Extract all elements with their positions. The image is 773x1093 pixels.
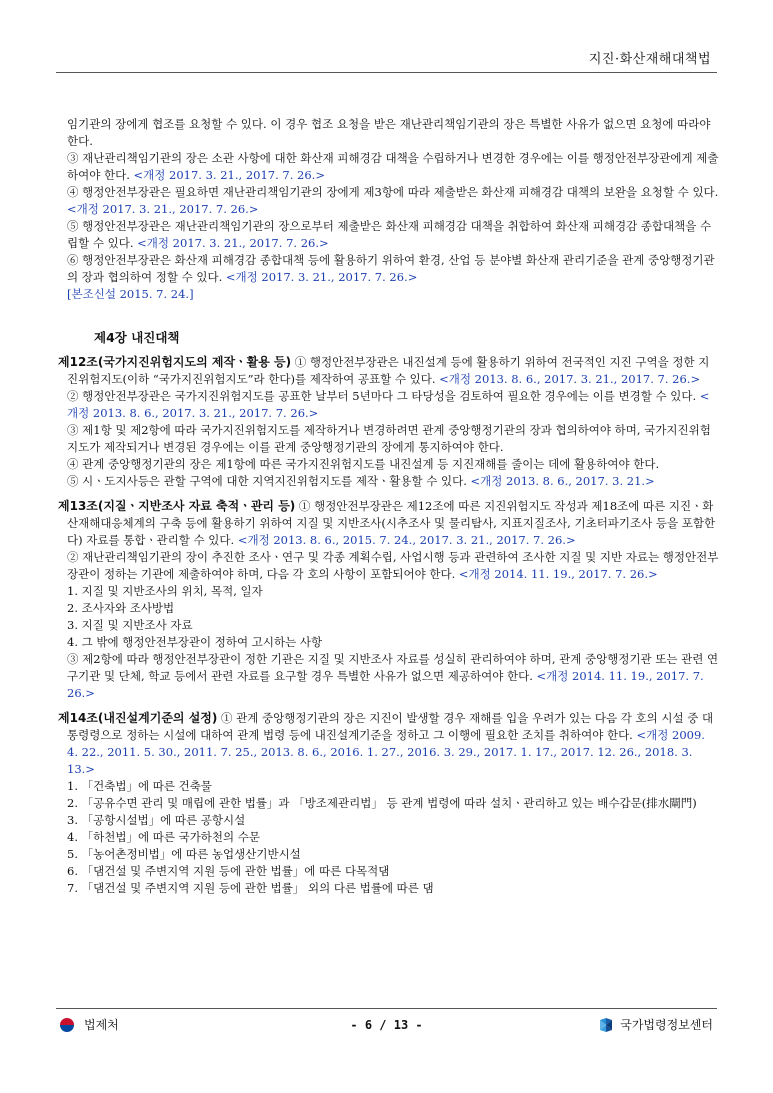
amendment-note: <개정 2013. 8. 6., 2015. 7. 24., 2017. 3. 21., 2017. 7. 26.> bbox=[237, 533, 576, 547]
clause-text: ⑥ 행정안전부장관은 화산재 피해경감 종합대책 등에 활용하기 위하여 환경, 산업 등 분야별 화산재 관리기준을 관계 중앙행정기관의 장과 협의하여 정할 수 있다. bbox=[67, 253, 715, 284]
clause-text: 3. 「공항시설법」에 따른 공항시설 bbox=[67, 813, 246, 827]
clause-text: 임기관의 장에게 협조를 요청할 수 있다. 이 경우 협조 요청을 받은 재난관리책임기관의 장은 특별한 사유가 없으면 요청에 따라야 한다. bbox=[67, 117, 711, 148]
paragraph bbox=[58, 286, 719, 303]
article bbox=[58, 710, 719, 778]
amendment-note: <개정 2009. 4. 22., 2011. 5. 30., 2011. 7. 25., 2013. 8. 6., 2016. 1. 27., 2016. 3. 29., 2017. 1. 17., 2017. 12. 26., 2018. 3. 13.> bbox=[67, 728, 705, 776]
footer-divider bbox=[56, 1008, 717, 1009]
paragraph bbox=[58, 651, 719, 702]
amendment-note: [본조신설 2015. 7. 24.] bbox=[67, 287, 194, 301]
article-title: 제13조(지질ㆍ지반조사 자료 축적ㆍ관리 등) bbox=[58, 499, 296, 513]
clause-text: 2. 「공유수면 관리 및 매립에 관한 법률」과 「방조제관리법」 등 관계 법령에 따라 설치ㆍ관리하고 있는 배수갑문(排水閘門) bbox=[67, 796, 697, 810]
clause-text: 1. 「건축법」에 따른 건축물 bbox=[67, 779, 212, 793]
amendment-note: <개정 2017. 3. 21., 2017. 7. 26.> bbox=[67, 202, 259, 216]
amendment-note: <개정 2017. 3. 21., 2017. 7. 26.> bbox=[137, 236, 329, 250]
clause-text: 4. 그 밖에 행정안전부장관이 정하여 고시하는 사항 bbox=[67, 635, 323, 649]
clause-text: 2. 조사자와 조사방법 bbox=[67, 601, 175, 615]
paragraph bbox=[58, 456, 719, 473]
amendment-note: <개정 2013. 8. 6., 2017. 3. 21., 2017. 7. 26.> bbox=[439, 372, 701, 386]
clause-text: ③ 재난관리책임기관의 장은 소관 사항에 대한 화산재 피해경감 대책을 수립하거나 변경한 경우에는 이를 행정안전부장관에게 제출하여야 한다. bbox=[67, 151, 719, 182]
list-item bbox=[58, 812, 719, 829]
article bbox=[58, 498, 719, 549]
paragraph bbox=[58, 473, 719, 490]
paragraph bbox=[58, 218, 719, 252]
paragraph bbox=[58, 252, 719, 286]
list-item bbox=[58, 778, 719, 795]
list-item bbox=[58, 880, 719, 897]
list-item bbox=[58, 583, 719, 600]
paragraph bbox=[58, 116, 719, 150]
header-divider bbox=[56, 72, 717, 73]
law-title: 지진·화산재해대책법 bbox=[588, 52, 711, 67]
amendment-note: <개정 2013. 8. 6., 2017. 3. 21., 2017. 7. 26.> bbox=[67, 389, 710, 420]
list-item bbox=[58, 634, 719, 651]
law-body bbox=[58, 116, 719, 897]
amendment-note: <개정 2017. 3. 21., 2017. 7. 26.> bbox=[133, 168, 325, 182]
clause-text: 4. 「하천법」에 따른 국가하천의 수문 bbox=[67, 830, 261, 844]
clause-text: ⑤ 시ㆍ도지사등은 관할 구역에 대한 지역지진위험지도를 제작ㆍ활용할 수 있다. bbox=[67, 474, 471, 488]
clause-text: ③ 제1항 및 제2항에 따라 국가지진위험지도를 제작하거나 변경하려면 관계 중앙행정기관의 장과 협의하여야 하며, 국가지진위험지도가 제작되거나 변경된 경우에는 이를 관계 중앙행정기관의 장에게 통지하여야 한다. bbox=[67, 423, 711, 454]
article-title: 제12조(국가지진위험지도의 제작ㆍ활용 등) bbox=[58, 355, 292, 369]
article-title: 제14조(내진설계기준의 설정) bbox=[58, 711, 218, 725]
list-item bbox=[58, 795, 719, 812]
list-item bbox=[58, 846, 719, 863]
clause-text: ⑤ 행정안전부장관은 재난관리책임기관의 장으로부터 제출받은 화산재 피해경감 대책을 취합하여 화산재 피해경감 종합대책을 수립할 수 있다. bbox=[67, 219, 712, 250]
paragraph bbox=[58, 388, 719, 422]
clause-text: ① 관계 중앙행정기관의 장은 지진이 발생할 경우 재해를 입을 우려가 있는 다음 각 호의 시설 중 대통령령으로 정하는 시설에 대하여 관계 법령 등에 내진설계기준을 정하고 그 이행에 필요한 조치를 취하여야 한다. bbox=[67, 711, 714, 742]
clause-text: ① 행정안전부장관은 제12조에 따른 지진위험지도 작성과 제18조에 따른 지진ㆍ화산재해대응체계의 구축 등에 활용하기 위하여 지질 및 지반조사(시추조사 및 물리탐사, 지표지질조사, 기초터파기조사 등을 포함한다) 자료를 통합ㆍ관리할 수 있다. bbox=[67, 499, 716, 547]
amendment-note: <개정 2013. 8. 6., 2017. 3. 21.> bbox=[470, 474, 655, 488]
list-item bbox=[58, 863, 719, 880]
clause-text: ④ 행정안전부장관은 필요하면 재난관리책임기관의 장에게 제3항에 따라 제출받은 화산재 피해경감 대책의 보완을 요청할 수 있다. bbox=[67, 185, 719, 199]
paragraph bbox=[58, 549, 719, 583]
clause-text: ① 행정안전부장관은 내진설계 등에 활용하기 위하여 전국적인 지진 구역을 정한 지진위험지도(이하 “국가지진위험지도”라 한다)를 제작하여 공표할 수 있다. bbox=[67, 355, 710, 386]
footer-right bbox=[598, 1016, 713, 1033]
paragraph bbox=[58, 422, 719, 456]
list-item bbox=[58, 617, 719, 634]
clause-text: ② 재난관리책임기관의 장이 추진한 조사ㆍ연구 및 각종 계획수립, 사업시행 등과 관련하여 조사한 지질 및 지반 자료는 행정안전부장관이 정하는 기관에 제출하여야 하며, 다음 각 호의 사항이 포함되어야 한다. bbox=[67, 550, 719, 581]
ministry-label: 법제처 bbox=[84, 1018, 119, 1032]
page-footer bbox=[60, 1016, 713, 1038]
list-item bbox=[58, 829, 719, 846]
clause-text: ③ 제2항에 따라 행정안전부장관이 정한 기관은 지질 및 지반조사 자료를 성실히 관리하여야 하며, 관계 중앙행정기관 또는 관련 연구기관 및 단체, 학교 등에서 관련 자료를 요구할 경우 특별한 사유가 없으면 제공하여야 한다. bbox=[67, 652, 719, 683]
clause-text: ② 행정안전부장관은 국가지진위험지도를 공표한 날부터 5년마다 그 타당성을 검토하여 필요한 경우에는 이를 변경할 수 있다. bbox=[67, 389, 700, 403]
clause-text: 5. 「농어촌정비법」에 따른 농업생산기반시설 bbox=[67, 847, 301, 861]
paragraph bbox=[58, 184, 719, 218]
article bbox=[58, 354, 719, 388]
clause-text: 3. 지질 및 지반조사 자료 bbox=[67, 618, 193, 632]
clause-text: 6. 「댐건설 및 주변지역 지원 등에 관한 법률」에 따른 다목적댐 bbox=[67, 864, 390, 878]
paragraph bbox=[58, 150, 719, 184]
page-number: - 6 / 13 - bbox=[350, 1018, 423, 1032]
list-item bbox=[58, 600, 719, 617]
nlic-logo-icon bbox=[598, 1017, 614, 1033]
amendment-note: <개정 2014. 11. 19., 2017. 7. 26.> bbox=[458, 567, 658, 581]
chapter-heading: 제4장 내진대책 bbox=[94, 330, 180, 345]
amendment-note: <개정 2014. 11. 19., 2017. 7. 26.> bbox=[67, 669, 704, 700]
clause-text: 7. 「댐건설 및 주변지역 지원 등에 관한 법률」 외의 다른 법률에 따른 댐 bbox=[67, 881, 434, 895]
center-label: 국가법령정보센터 bbox=[620, 1018, 713, 1032]
amendment-note: <개정 2017. 3. 21., 2017. 7. 26.> bbox=[225, 270, 418, 284]
clause-text: ④ 관계 중앙행정기관의 장은 제1항에 따른 국가지진위험지도를 내진설계 등 지진재해를 줄이는 데에 활용하여야 한다. bbox=[67, 457, 660, 471]
clause-text: 1. 지질 및 지반조사의 위치, 목적, 일자 bbox=[67, 584, 263, 598]
